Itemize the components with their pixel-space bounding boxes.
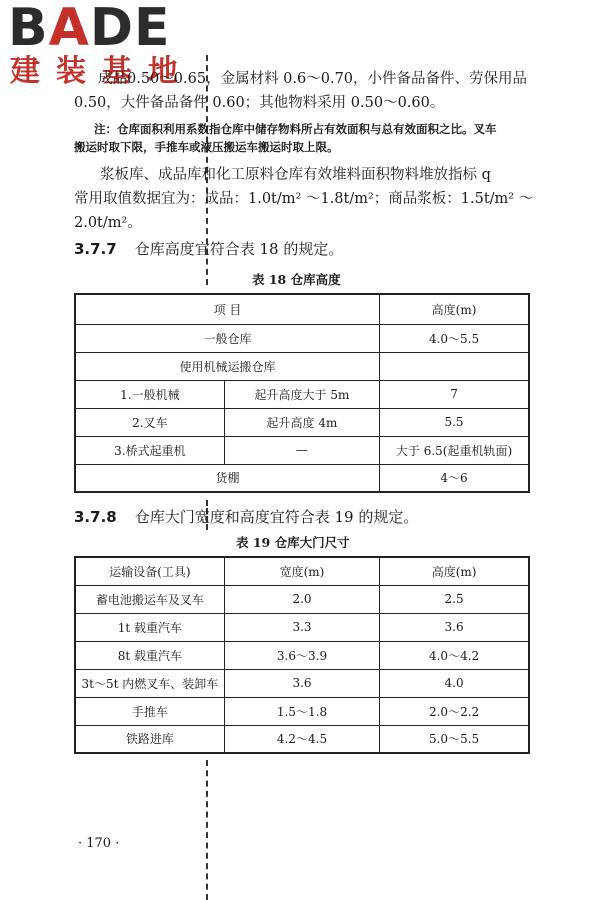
table-cell — [380, 352, 529, 380]
table-cell: 4.0～5.5 — [380, 324, 529, 352]
table-cell: 1t 载重汽车 — [75, 613, 224, 641]
paragraph-line: 成品0.50～0.65，金属材料 0.6～0.70，小件备品备件、劳保用品 — [98, 71, 528, 87]
header-cell: 宽度(m) — [224, 557, 379, 585]
table-cell: 2.0～2.2 — [380, 697, 529, 725]
table-cell: 大于 6.5(起重机轨面) — [380, 436, 529, 464]
table-row — [75, 697, 529, 725]
logo: BADE — [8, 0, 171, 58]
header-cell: 项 目 — [75, 294, 380, 324]
table-18 — [74, 293, 530, 493]
table-cell: 8t 载重汽车 — [75, 641, 224, 669]
table-header-row — [75, 557, 529, 585]
header-cell: 运输设备(工具) — [75, 557, 224, 585]
note-line: 搬运时取下限，手推车或液压搬运车搬运时取上限。 — [74, 140, 339, 154]
table-caption: 表 18 仓库高度 — [252, 272, 341, 287]
table-cell: 铁路进库 — [75, 725, 224, 753]
table-cell: 4～6 — [380, 464, 529, 492]
table-cell: 4.2～4.5 — [224, 725, 379, 753]
table-row — [75, 725, 529, 753]
paragraph-line: 浆板库、成品库和化工原料仓库有效堆料面积物料堆放指标 q — [100, 167, 491, 183]
table-cell: 2.5 — [380, 585, 529, 613]
table-cell: 1.一般机械 — [75, 380, 224, 408]
header-cell: 高度(m) — [380, 557, 529, 585]
table-cell: 起升高度大于 5m — [224, 380, 379, 408]
table-cell: 3.6～3.9 — [224, 641, 379, 669]
table-row — [75, 669, 529, 697]
page-number: · 170 · — [78, 836, 120, 851]
table-cell: 手推车 — [75, 697, 224, 725]
section-heading: 3.7.7 仓库高度宜符合表 18 的规定。 — [74, 240, 344, 258]
table-cell: 蓄电池搬运车及叉车 — [75, 585, 224, 613]
table-cell: 3t～5t 内燃叉车、装卸车 — [75, 669, 224, 697]
table-cell: 一般仓库 — [75, 324, 380, 352]
table-cell: 3.6 — [380, 613, 529, 641]
header-cell: 高度(m) — [380, 294, 529, 324]
table-cell: 4.0～4.2 — [380, 641, 529, 669]
table-cell: 1.5～1.8 — [224, 697, 379, 725]
logo-subtitle: 建装基地 — [10, 54, 194, 89]
table-caption: 表 19 仓库大门尺寸 — [236, 535, 350, 550]
paragraph-line: 0.50，大件备品备件 0.60；其他物料采用 0.50～0.60。 — [74, 95, 445, 111]
table-cell: 3.3 — [224, 613, 379, 641]
table-cell: 货棚 — [75, 464, 380, 492]
note-line: 注：仓库面积利用系数指仓库中储存物料所占有效面积与总有效面积之比。叉车 — [94, 122, 497, 136]
table-cell: 3.6 — [224, 669, 379, 697]
section-heading: 3.7.8 仓库大门宽度和高度宜符合表 19 的规定。 — [74, 508, 419, 526]
paragraph-line: 2.0t/m²。 — [74, 215, 142, 231]
paragraph-line: 常用取值数据宜为：成品：1.0t/m² ～1.8t/m²；商品浆板：1.5t/m² ～ — [74, 191, 534, 207]
table-cell: 起升高度 4m — [224, 408, 379, 436]
table-cell: 3.桥式起重机 — [75, 436, 224, 464]
table-cell: 4.0 — [380, 669, 529, 697]
binding-line — [206, 760, 208, 900]
table-cell: 2.叉车 — [75, 408, 224, 436]
table-row — [75, 613, 529, 641]
table-cell: 5.0～5.5 — [380, 725, 529, 753]
table-cell: 使用机械运搬仓库 — [75, 352, 380, 380]
table-cell: 7 — [380, 380, 529, 408]
table-19 — [74, 556, 530, 754]
table-cell: 2.0 — [224, 585, 379, 613]
table-cell: — — [224, 436, 379, 464]
table-cell: 5.5 — [380, 408, 529, 436]
table-row — [75, 585, 529, 613]
table-row — [75, 641, 529, 669]
